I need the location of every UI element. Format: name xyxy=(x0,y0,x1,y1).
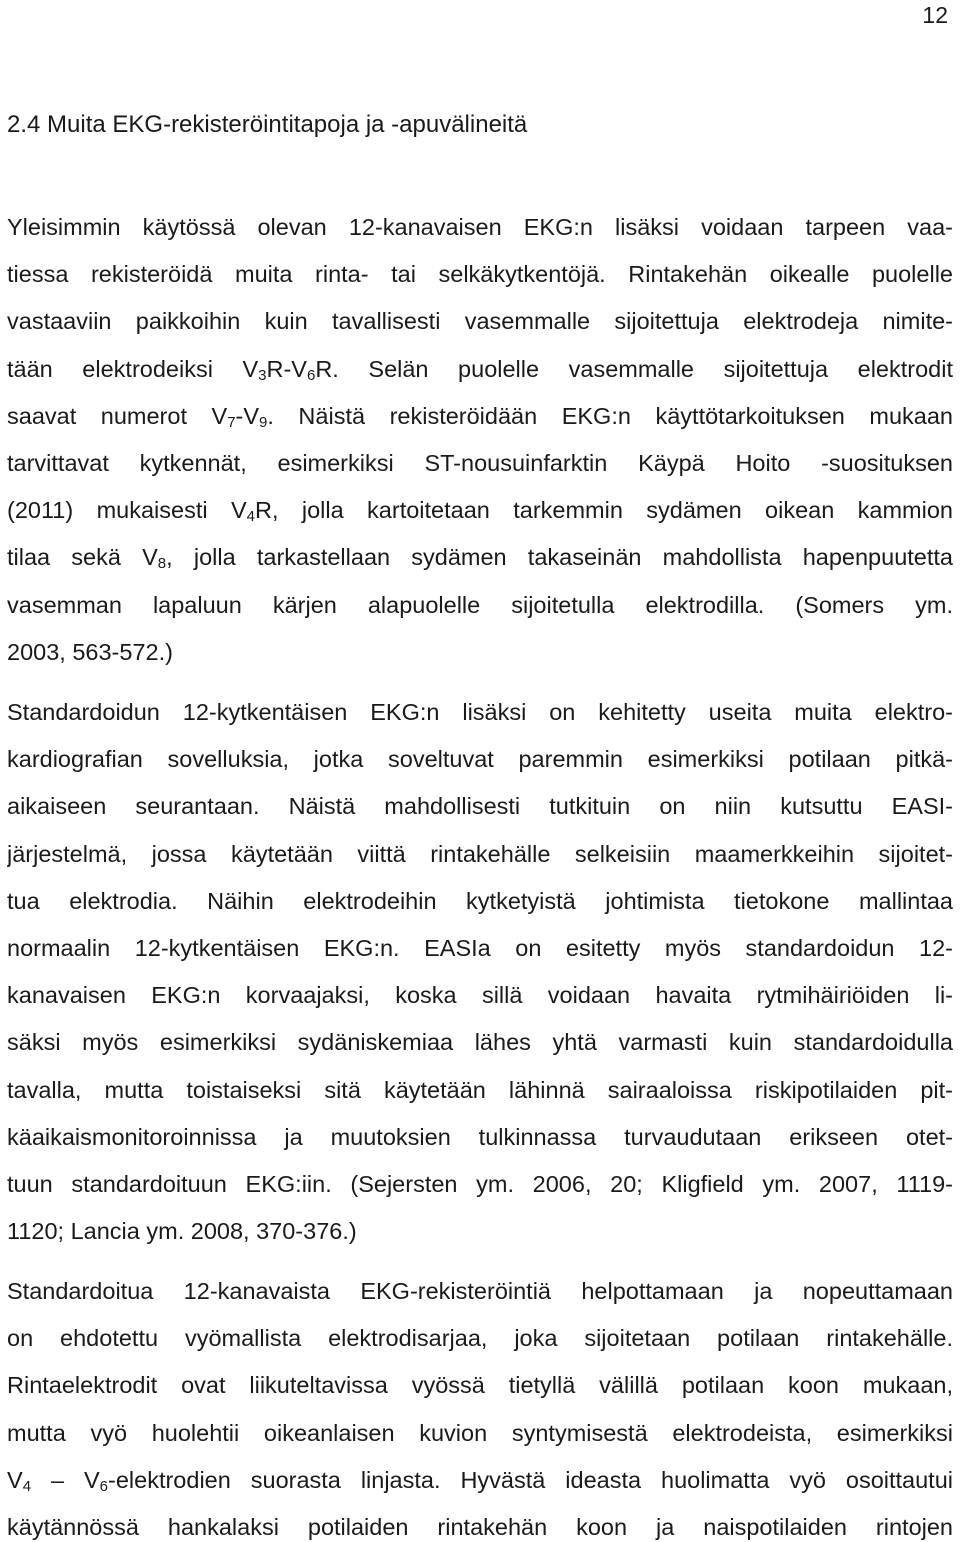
paragraph-1-line: saavat numerot $V_7-V_9$. Näistä rekisteröidään EKG:n käyttötarkoituksen mukaan xyxy=(7,402,953,431)
paragraph-1-line: tään elektrodeiksi $V_3R-V_6R$. Selän puolelle vasemmalle sijoitettuja elektrodit xyxy=(7,355,953,384)
paragraph-2-line: säksi myös esimerkiksi sydäniskemiaa lähes yhtä varmasti kuin standardoidulla xyxy=(7,1029,953,1056)
paragraph-1-line: 2003, 563-572.) xyxy=(7,638,173,665)
paragraph-2-line: tavalla, mutta toistaiseksi sitä käytetään lähinnä sairaaloissa riskipotilaiden pit- xyxy=(7,1076,953,1103)
subscript: 4 xyxy=(246,508,255,526)
paragraph-1-line: vastaaviin paikkoihin kuin tavallisesti vasemmalle sijoitettuja elektrodeja nimite- xyxy=(7,308,953,335)
paragraph-2-line: kardiografian sovelluksia, jotka soveltuvat paremmin esimerkiksi potilaan pitkä- xyxy=(7,746,953,773)
paragraph-2-line: käaikaismonitoroinnissa ja muutoksien tulkinnassa turvaudutaan erikseen otet- xyxy=(7,1123,953,1150)
paragraph-1-line: (2011) mukaisesti $V_4R$, jolla kartoitetaan tarkemmin sydämen oikean kammion xyxy=(7,497,953,526)
paragraph-1-line: tarvittavat kytkennät, esimerkiksi ST-nousuinfarktin Käypä Hoito -suosituksen xyxy=(7,450,953,476)
paragraph-1-line: tiessa rekisteröidä muita rinta- tai selkäkytkentöjä. Rintakehän oikealle puolelle xyxy=(7,261,953,288)
subscript: 7 xyxy=(227,413,236,431)
paragraph-3-line: Rintaelektrodit ovat liikuteltavissa vyössä tietyllä välillä potilaan koon mukaan, xyxy=(7,1372,953,1399)
paragraph-2-line: tua elektrodia. Näihin elektrodeihin kytketyistä johtimista tietokone mallintaa xyxy=(7,887,953,914)
paragraph-3-line: Standardoitua 12-kanavaista EKG-rekisteröintiä helpottamaan ja nopeuttamaan xyxy=(7,1278,953,1304)
paragraph-2-line: järjestelmä, jossa käytetään viittä rintakehälle selkeisiin maamerkkeihin sijoitet- xyxy=(7,840,953,867)
subscript: 4 xyxy=(22,1477,32,1495)
paragraph-2-line: normaalin 12-kytkentäisen EKG:n. EASIa on esitetty myös standardoidun 12- xyxy=(7,935,953,961)
paragraph-1-line: Yleisimmin käytössä olevan 12-kanavaisen EKG:n lisäksi voidaan tarpeen vaa- xyxy=(7,214,953,240)
paragraph-3-line: mutta vyö huolehtii oikeanlaisen kuvion syntymisestä elektrodeista, esimerkiksi xyxy=(7,1419,953,1446)
paragraph-1-line: tilaa sekä $V_8$, jolla tarkastellaan sydämen takaseinän mahdollista hapenpuutetta xyxy=(7,544,953,573)
subscript: 6 xyxy=(99,1477,109,1495)
paragraph-3-line: on ehdotettu vyömallista elektrodisarjaa, joka sijoitetaan potilaan rintakehälle. xyxy=(7,1325,953,1352)
section-heading: 2.4 Muita EKG-rekisteröintitapoja ja -apuvälineitä xyxy=(7,111,528,138)
paragraph-3-line: käytännössä hankalaksi potilaiden rintakehän koon ja naispotilaiden rintojen xyxy=(7,1514,953,1540)
paragraph-3-line: $V_4$ – $V_6$-elektrodien suorasta linjasta. Hyvästä ideasta huolimatta vyö osoittautui xyxy=(7,1466,953,1495)
subscript: 9 xyxy=(259,413,268,431)
page-number: 12 xyxy=(922,2,948,28)
subscript: 6 xyxy=(306,366,316,384)
subscript: 3 xyxy=(258,366,267,384)
paragraph-2-line: 1120; Lancia ym. 2008, 370-376.) xyxy=(7,1218,357,1245)
paragraph-1-line: vasemman lapaluun kärjen alapuolelle sijoitetulla elektrodilla. (Somers ym. xyxy=(7,591,953,618)
paragraph-2-line: Standardoidun 12-kytkentäisen EKG:n lisäksi on kehitetty useita muita elektro- xyxy=(7,699,953,725)
subscript: 8 xyxy=(157,555,167,573)
paragraph-2-line: kanavaisen EKG:n korvaajaksi, koska sillä voidaan havaita rytmihäiriöiden li- xyxy=(7,982,953,1009)
paragraph-2-line: tuun standardoituun EKG:iin. (Sejersten ym. 2006, 20; Kligfield ym. 2007, 1119- xyxy=(7,1171,953,1197)
paragraph-2-line: aikaiseen seurantaan. Näistä mahdollisesti tutkituin on niin kutsuttu EASI- xyxy=(7,793,953,820)
